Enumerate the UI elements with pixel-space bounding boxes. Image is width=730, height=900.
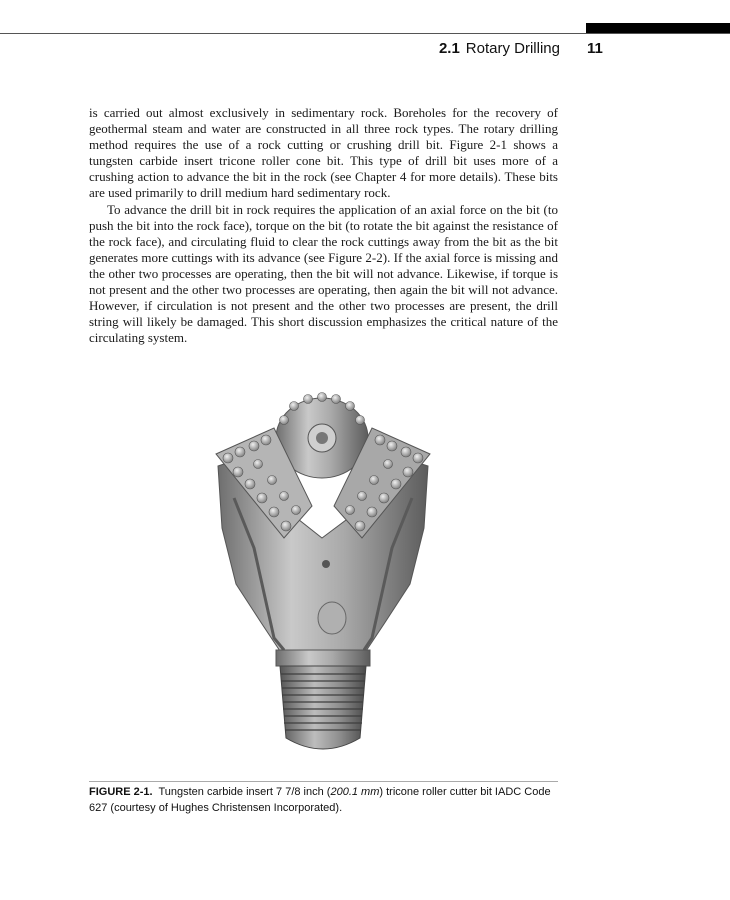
drill-bit-photo (214, 388, 432, 762)
tricone-bit-illustration (214, 388, 432, 762)
section-title: Rotary Drilling (465, 40, 560, 57)
header-rule (0, 33, 730, 34)
paragraph: is carried out almost exclusively in sedimentary rock. Boreholes for the recovery of geothermal steam and water are constructed in all three rock types. The rotary drilling method requires the use of a rock cutting or crushing drill bit. Figure 2-1 shows a tungsten carbide insert tricone roller cone bit. This type of drill bit uses more of a crushing action to advance the bit in the rock (see Chapter 4 for more details). These bits are used primarily to drill medium hard sedimentary rock. (89, 105, 558, 201)
figure-label: FIGURE 2-1. (89, 786, 153, 798)
section-number: 2.1 (438, 40, 460, 57)
caption-metric: 200.1 mm (330, 786, 380, 798)
running-head (439, 40, 560, 57)
paragraph: To advance the drill bit in rock requires the application of an axial force on the bit (to push the bit into the rock face), torque on the bit (to rotate the bit against the resistance of the rock face), and circulating fluid to clear the rock cuttings away from the bit as the bit generates more cuttings with its advance (see Figure 2-2). If the axial force is missing and the other two processes are operating, then the bit will not advance. Likewise, if torque is not present and the other two processes are operating, then again the bit will not advance. However, if circulation is not present and the other two processes are present, the drill string will likely be damaged. This short discussion emphasizes the critical nature of the circulating system. (89, 201, 558, 346)
caption-rule (89, 781, 558, 782)
body-text (89, 105, 558, 346)
figure-caption (89, 785, 558, 816)
caption-text-end: ) tricone roller cutter bit IADC Code 627 (courtesy of Hughes Christensen Incorporated). (89, 786, 551, 814)
caption-text-start: Tungsten carbide insert 7 7/8 inch ( (158, 786, 331, 798)
page-number: 11 (587, 40, 603, 57)
